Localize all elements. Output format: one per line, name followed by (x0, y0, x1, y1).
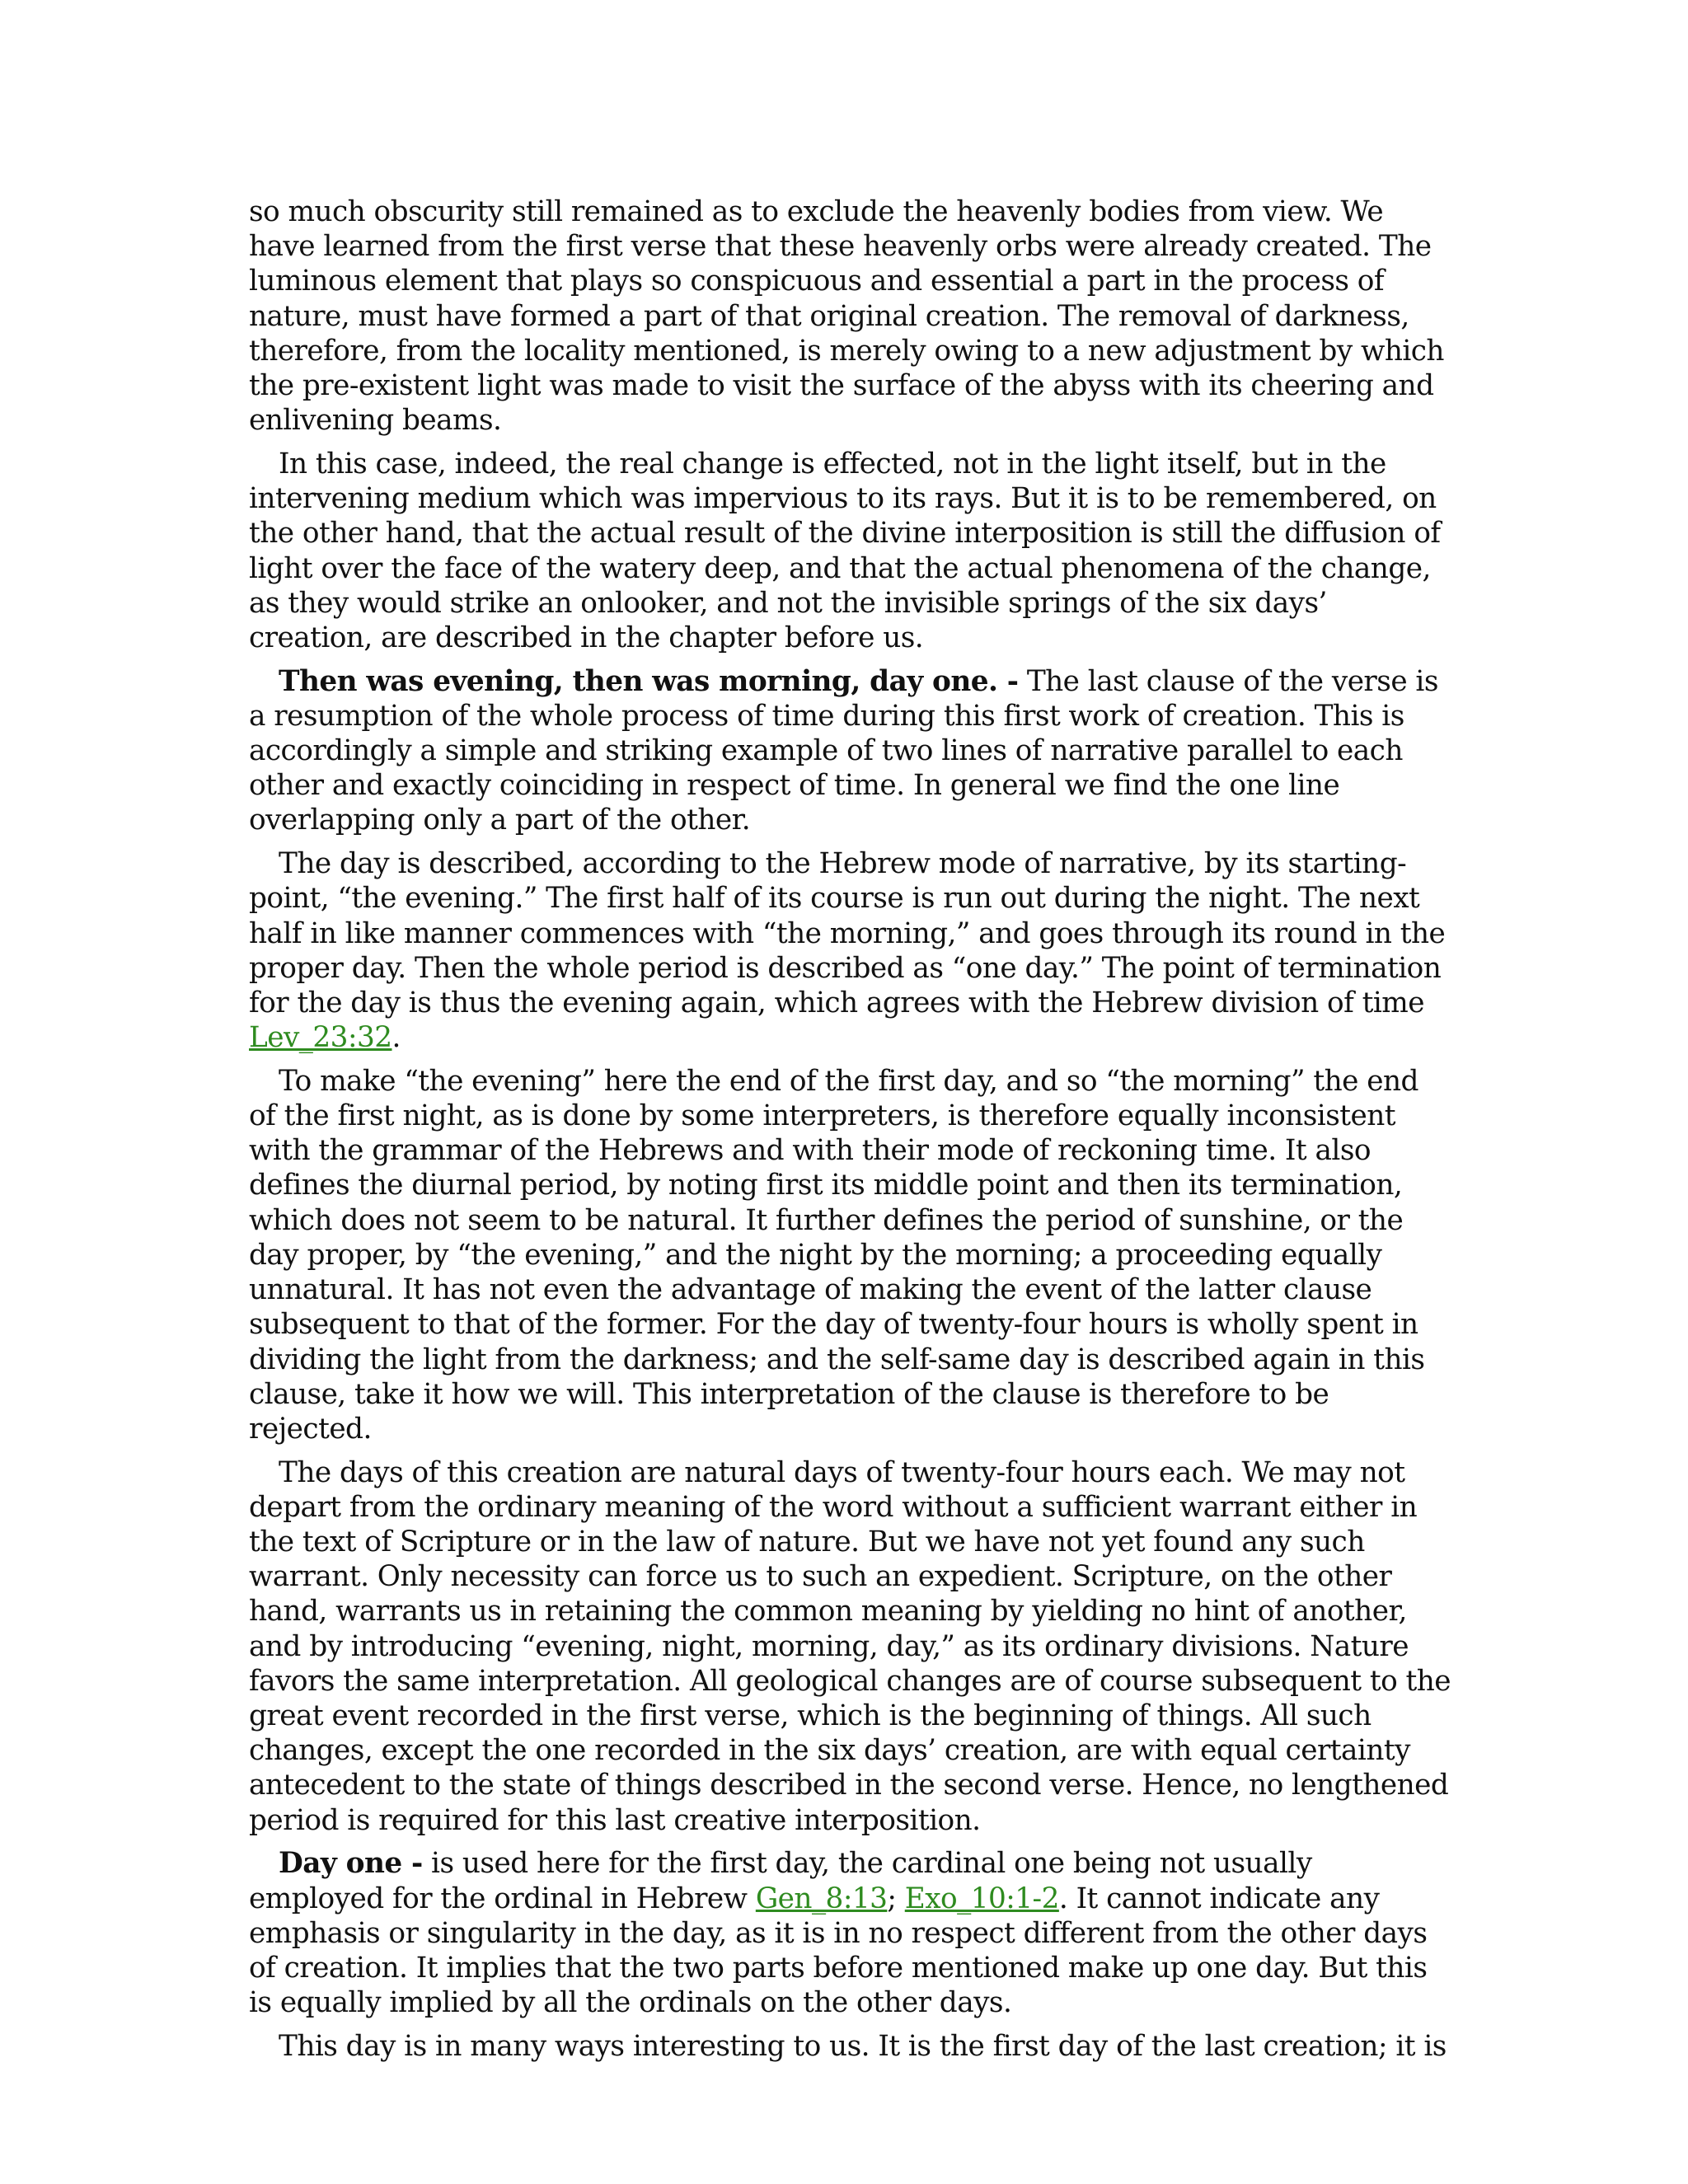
section-heading: Then was evening, then was morning, day one. - (279, 664, 1019, 698)
paragraph-text: The last clause of the verse is a resumption of the whole process of time during this first work of creation. This is accordingly a simple and striking example of two lines of narrative parallel to each other and exactly coinciding in respect of time. In general we find the one line overlapping only a part of the other. (249, 664, 1438, 837)
paragraph-3 (249, 664, 1452, 838)
paragraph-text: so much obscurity still remained as to exclude the heavenly bodies from view. We have learned from the first verse that these heavenly orbs were already created. The luminous element that plays so conspicuous and essential a part in the process of nature, must have formed a part of that original creation. The removal of darkness, therefore, from the locality mentioned, is merely owing to a new adjustment by which the pre-existent light was made to visit the surface of the abyss with its cheering and enlivening beams. (249, 195, 1444, 438)
scripture-link-gen-8-13[interactable]: Gen_8:13 (755, 1882, 888, 1915)
paragraph-text: . It cannot indicate any emphasis or singularity in the day, as it is in no respect different from the other days of creation. It implies that the two parts before mentioned make up one day. But this is equally implied by all the ordinals on the other days. (249, 1882, 1428, 2020)
paragraph-text: The days of this creation are natural days of twenty-four hours each. We may not depart from the ordinary meaning of the word without a sufficient warrant either in the text of Scripture or in the law of nature. But we have not yet found any such warrant. Only necessity can force us to such an expedient. Scripture, on the other hand, warrants us in retaining the common meaning by yielding no hint of another, and by introducing “evening, night, morning, day,” as its ordinary divisions. Nature favors the same interpretation. All geological changes are of course subsequent to the great event recorded in the first verse, which is the beginning of things. All such changes, except the one recorded in the six days’ creation, are with equal certainty antecedent to the state of things described in the second verse. Hence, no lengthened period is required for this last creative interposition. (249, 1455, 1451, 1837)
paragraph-text: In this case, indeed, the real change is effected, not in the light itself, but in the intervening medium which was impervious to its rays. But it is to be remembered, on the other hand, that the actual result of the divine interposition is still the diffusion of light over the face of the watery deep, and that the actual phenomena of the change, as they would strike an onlooker, and not the invisible springs of the six days’ creation, are described in the chapter before us. (249, 447, 1441, 654)
paragraph-7 (249, 1846, 1452, 2020)
paragraph-text: The day is described, according to the Hebrew mode of narrative, by its starting-point, “the evening.” The first half of its course is run out during the night. The next half in like manner commences with “the morning,” and goes through its round in the proper day. Then the whole period is described as “one day.” The point of termination for the day is thus the evening again, which agrees with the Hebrew division of time (249, 847, 1446, 1019)
section-heading: Day one - (279, 1847, 423, 1881)
document-page (249, 194, 1452, 2073)
paragraph-1 (249, 194, 1452, 438)
paragraph-text: To make “the evening” here the end of the first day, and so “the morning” the end of the first night, as is done by some interpreters, is therefore equally inconsistent with the grammar of the Hebrews and with their mode of reckoning time. It also defines the diurnal period, by noting first its middle point and then its termination, which does not seem to be natural. It further defines the period of sunshine, or the day proper, by “the evening,” and the night by the morning; a proceeding equally unnatural. It has not even the advantage of making the event of the latter clause subsequent to that of the former. For the day of twenty-four hours is wholly spent in dividing the light from the darkness; and the self-same day is described again in this clause, take it how we will. This interpretation of the clause is therefore to be rejected. (249, 1064, 1425, 1446)
paragraph-text: is used here for the first day, the cardinal one being not usually employed for the ordinal in Hebrew (249, 1847, 1312, 1915)
paragraph-text: . (392, 1021, 401, 1055)
paragraph-text: ; (887, 1882, 905, 1915)
scripture-link-lev-23-32[interactable]: Lev_23:32 (249, 1021, 392, 1055)
paragraph-5 (249, 1064, 1452, 1446)
paragraph-4 (249, 846, 1452, 1055)
paragraph-2 (249, 447, 1452, 655)
paragraph-text: This day is in many ways interesting to us. It is the first day of the last creation; it is (279, 2029, 1447, 2063)
paragraph-8 (249, 2029, 1452, 2064)
paragraph-6 (249, 1455, 1452, 1838)
scripture-link-exo-10-1-2[interactable]: Exo_10:1-2 (904, 1882, 1059, 1915)
